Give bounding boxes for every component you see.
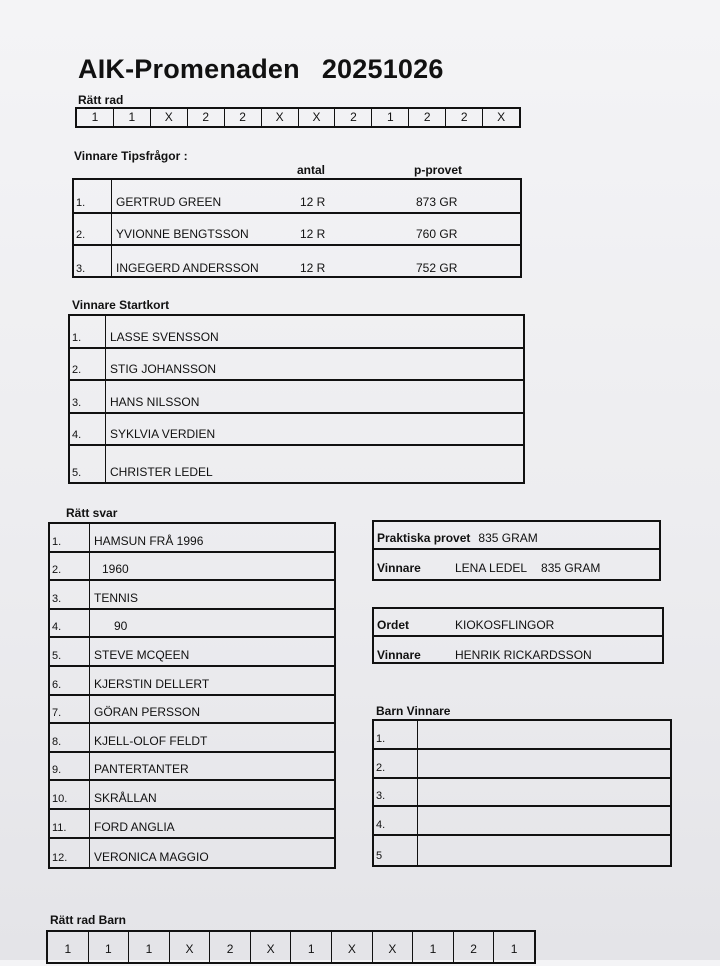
answer-text: VERONICA MAGGIO [94, 850, 209, 865]
row-number: 4. [70, 414, 106, 444]
pprovet-value: 760 GR [416, 227, 458, 241]
row-number: 2. [50, 553, 90, 580]
startkort-row [70, 446, 523, 482]
praktiska-winner-row [374, 550, 659, 578]
tipsfragor-label: Vinnare Tipsfrågor : [74, 149, 188, 163]
ratt-rad-barn-cell: 1 [48, 932, 89, 962]
ratt-rad-cell: 2 [409, 109, 446, 126]
startkort-row [70, 381, 523, 414]
praktiska-label: Praktiska provet [377, 531, 471, 545]
ordet-winner-label: Vinnare [377, 648, 421, 662]
ratt-svar-row [50, 610, 334, 639]
ordet-winner-row [374, 637, 662, 665]
answer-text: KJERSTIN DELLERT [94, 676, 210, 691]
row-number: 10. [50, 781, 90, 808]
ratt-rad-barn-cell: X [332, 932, 373, 962]
col-pprovet-label: p-provet [414, 163, 462, 177]
row-number: 4. [50, 610, 90, 637]
answer-text: STEVE MCQEEN [94, 647, 190, 662]
winner-name: SYKLVIA VERDIEN [110, 427, 216, 441]
ratt-svar-row [50, 839, 334, 868]
answer-text: GÖRAN PERSSON [94, 705, 201, 720]
ratt-rad-barn-cell: X [251, 932, 292, 962]
title-text: AIK-Promenaden [78, 54, 300, 84]
winner-name: HANS NILSSON [110, 395, 200, 409]
row-number: 3. [74, 246, 112, 278]
ratt-rad-barn-cell: X [170, 932, 211, 962]
row-number: 3. [50, 581, 90, 608]
row-number: 1. [50, 524, 90, 551]
ratt-rad-cell: X [299, 109, 336, 126]
row-number: 6. [50, 667, 90, 694]
ratt-rad-cell: 2 [188, 109, 225, 126]
ratt-rad-cell: 2 [446, 109, 483, 126]
answer-text: PANTERTANTER [94, 762, 189, 777]
ratt-rad-cell: X [497, 110, 506, 124]
answer-text: 1960 [102, 562, 129, 577]
tipsfragor-row [74, 180, 520, 214]
row-number: 2. [70, 349, 106, 379]
title-date: 20251026 [321, 54, 444, 84]
ratt-svar-row [50, 524, 334, 553]
ratt-svar-table [48, 522, 336, 869]
row-number: 3. [374, 779, 418, 806]
pprovet-value: 752 GR [416, 261, 458, 275]
barn-vinnare-row [374, 807, 670, 836]
startkort-label: Vinnare Startkort [72, 298, 170, 312]
barn-vinnare-table [372, 719, 672, 867]
antal-value: 12 R [300, 261, 326, 275]
ratt-rad-barn-cell: X [373, 932, 414, 962]
ratt-rad-label: Rätt rad [78, 93, 124, 107]
startkort-row [70, 349, 523, 381]
ratt-svar-row [50, 810, 334, 839]
answer-text: SKRÅLLAN [94, 790, 157, 805]
answer-text: FORD ANGLIA [94, 819, 175, 834]
ordet-row [374, 609, 662, 637]
answer-text: 90 [114, 619, 128, 634]
winner-name: LASSE SVENSSON [110, 330, 219, 344]
answer-text: KJELL-OLOF FELDT [94, 733, 208, 748]
ratt-svar-row [50, 753, 334, 782]
ratt-svar-label: Rätt svar [66, 506, 118, 520]
row-number: 11. [50, 810, 90, 837]
ratt-svar-row [50, 638, 334, 667]
winner-name: CHRISTER LEDEL [110, 465, 213, 479]
ratt-rad-cell: X [262, 109, 299, 126]
ratt-svar-row [50, 696, 334, 725]
row-number: 7. [50, 696, 90, 723]
praktiska-value: 835 GRAM [478, 531, 538, 545]
pprovet-value: 873 GR [416, 195, 458, 209]
barn-vinnare-row [374, 721, 670, 750]
startkort-table [68, 314, 525, 484]
ordet-winner: HENRIK RICKARDSSON [455, 648, 592, 662]
ratt-rad-barn-cell: 1 [89, 932, 130, 962]
ordet-box [372, 607, 664, 664]
ratt-rad-cell: 1 [372, 109, 409, 126]
row-number: 1. [70, 316, 106, 347]
answer-text: TENNIS [94, 590, 139, 605]
praktiska-row [374, 522, 659, 550]
startkort-row [70, 414, 523, 446]
praktiska-winner: LENA LEDEL [455, 561, 528, 575]
ratt-rad-barn-label: Rätt rad Barn [50, 913, 127, 927]
row-number: 9. [50, 753, 90, 780]
row-number: 4. [374, 807, 418, 834]
ratt-svar-row [50, 781, 334, 810]
barn-vinnare-row [374, 779, 670, 808]
row-number: 1. [374, 721, 418, 748]
row-number: 12. [50, 839, 90, 868]
row-number: 5. [70, 446, 106, 482]
ratt-rad-barn-grid [46, 930, 536, 964]
antal-value: 12 R [300, 227, 326, 241]
ratt-rad-barn-cell: 1 [413, 932, 454, 962]
tipsfragor-table [72, 178, 522, 278]
page-title [78, 54, 444, 85]
ratt-svar-row [50, 724, 334, 753]
ratt-rad-cell: X [151, 109, 188, 126]
ratt-rad-barn-cell: 1 [510, 942, 518, 956]
ratt-rad-cell: 2 [335, 109, 372, 126]
answer-text: HAMSUN FRÅ 1996 [94, 533, 204, 548]
barn-vinnare-row [374, 750, 670, 779]
ratt-rad-cell: 2 [225, 109, 262, 126]
ratt-svar-row [50, 581, 334, 610]
ordet-value: KIOKOSFLINGOR [455, 618, 555, 632]
ratt-rad-grid [75, 107, 521, 128]
ratt-svar-row [50, 553, 334, 582]
winner-name: GERTRUD GREEN [116, 195, 222, 209]
row-number: 2. [74, 214, 112, 244]
row-number: 3. [70, 381, 106, 412]
col-antal-label: antal [297, 163, 326, 177]
ratt-rad-cell: 1 [77, 109, 114, 126]
barn-vinnare-row [374, 836, 670, 865]
ratt-rad-barn-cell: 2 [454, 932, 495, 962]
row-number: 5. [50, 638, 90, 665]
barn-vinnare-label: Barn Vinnare [376, 704, 451, 718]
ordet-label: Ordet [377, 618, 410, 632]
ratt-rad-barn-cell: 1 [129, 932, 170, 962]
praktiska-winner-label: Vinnare [377, 561, 421, 575]
row-number: 2. [374, 750, 418, 777]
praktiska-winner-value: 835 GRAM [541, 561, 601, 575]
ratt-svar-row [50, 667, 334, 696]
winner-name: YVIONNE BENGTSSON [116, 227, 249, 241]
antal-value: 12 R [300, 195, 326, 209]
ratt-rad-cell: 1 [114, 109, 151, 126]
winner-name: STIG JOHANSSON [110, 362, 217, 376]
row-number: 5 [374, 836, 418, 865]
ratt-rad-barn-cell: 1 [291, 932, 332, 962]
praktiska-provet-box [372, 520, 661, 581]
tipsfragor-row [74, 246, 520, 278]
row-number: 1. [74, 180, 112, 212]
row-number: 8. [50, 724, 90, 751]
ratt-rad-barn-cell: 2 [210, 932, 251, 962]
winner-name: INGEGERD ANDERSSON [116, 261, 259, 275]
tipsfragor-row [74, 214, 520, 246]
startkort-row [70, 316, 523, 349]
